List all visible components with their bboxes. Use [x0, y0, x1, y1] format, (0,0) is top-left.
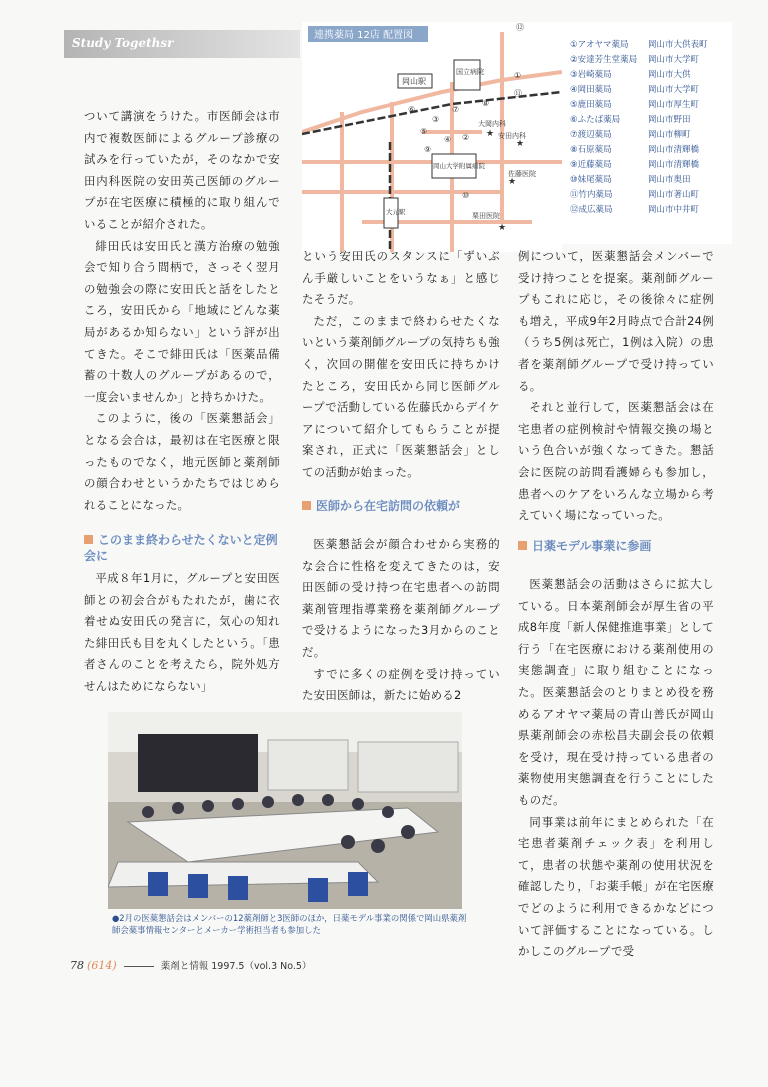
paragraph: 医薬懇話会が顔合わせから実務的な会合に性格を変えてきたのは，安田医師の受け持つ在宅患者への訪問薬剤管理指導業務を薬剤師グループで受けるようになった3月からのことだ。 [302, 537, 500, 659]
page-number: 78 [70, 959, 84, 972]
heading-square-icon [518, 541, 527, 550]
svg-text:⑧: ⑧ [482, 99, 490, 108]
heading-square-icon [84, 535, 93, 544]
svg-text:岡山駅: 岡山駅 [402, 77, 426, 86]
column-1-top [84, 106, 280, 516]
legend-row: ④岡田薬局 岡山市大学町 [570, 85, 700, 95]
svg-text:大岡内科: 大岡内科 [478, 120, 506, 128]
svg-text:岡山大学附属病院: 岡山大学附属病院 [433, 162, 485, 170]
legend-row: ⑦渡辺薬局 岡山市柳町 [570, 130, 691, 140]
legend-row: ⑧石原薬局 岡山市清輝橋 [570, 145, 700, 155]
column-3-bottom [518, 574, 714, 963]
map-title: 連携薬局 12店 配置図 [314, 30, 414, 41]
svg-text:⑨: ⑨ [424, 145, 432, 154]
svg-text:大元駅: 大元駅 [386, 208, 406, 216]
column-2-bottom [302, 534, 500, 707]
section-heading-2: 医師から在宅訪問の依頼が [302, 498, 502, 514]
column-2-top [302, 246, 500, 484]
svg-text:★: ★ [498, 223, 507, 233]
column-3-top [518, 246, 714, 527]
svg-text:安田内科: 安田内科 [498, 132, 526, 140]
journal-name: 薬剤と情報 [160, 961, 209, 972]
section-heading-3: 日薬モデル事業に参画 [518, 538, 718, 554]
pharmacy-map [302, 22, 562, 252]
svg-text:⑪: ⑪ [514, 89, 522, 98]
paragraph: 平成８年1月に，グループと安田医師との初会合がもたれたが，歯に衣着せぬ安田氏の発言に，気心の知れた緋田氏も目を丸くしたという。「患者さんのことを考えたら，院外処方せんはためにならない」 [84, 571, 280, 693]
paragraph: 医薬懇話会の活動はさらに拡大している。日本薬剤師会が厚生省の平成8年度「新人保健推進事業」として行う「在宅医療における薬剤使用の実態調査」に取り組むことになった。医薬懇話会のとりまとめ役を務めるアオヤマ薬局の青山善氏が岡山県薬剤師会の赤松昌夫副会長の依頼を受け，現在受け持っている患者の薬物使用実態調査を行うことにしたものだ。 [518, 577, 714, 807]
svg-text:⑥: ⑥ [408, 105, 416, 114]
paragraph: ただ，このままで終わらせたくないという薬剤師グループの気持ちも強く，次回の開催を安田氏に持ちかけたところ，安田氏から同じ医師グループで活動している佐藤氏からデイケアについて紹介してもらうことが提案され，正式に「医薬懇話会」としての活動が始まった。 [302, 313, 500, 479]
legend-row: ①アオヤマ薬局 岡山市大供表町 [570, 40, 708, 50]
heading-square-icon [302, 501, 311, 510]
svg-text:⑤: ⑤ [420, 127, 428, 136]
paragraph: 同事業は前年にまとめられた「在宅患者薬剤チェック表」を利用して，患者の状態や薬剤の使用状況を確認したり，「お薬手帳」が在宅医療でどのように利用できるかなどについて評価することになっている。しかしこのグループで受 [518, 814, 714, 959]
section-heading-1: このまま終わらせたくないと定例会に [84, 533, 278, 563]
paragraph: それと並行して，医薬懇話会は在宅患者の症例検討や情報交換の場という色合いが強くなってきた。懇話会に医院の訪問看護婦らも参加し，患者へのケアをいろんな立場から考えていく場になっていった。 [518, 400, 714, 523]
svg-text:★: ★ [516, 139, 525, 149]
legend-row: ②安達芳生堂薬局 岡山市大学町 [570, 55, 700, 65]
paragraph: すでに多くの症例を受け持っていた安田医師は，新たに始める2 [302, 666, 500, 703]
legend-row: ⑪竹内薬局 岡山市著山町 [570, 190, 700, 200]
svg-text:★: ★ [486, 129, 495, 139]
paragraph: ついて講演をうけた。市医師会は市内で複数医師によるグループ診療の試みを行っていたが，そのなかで安田内科医院の安田英己医師のグループが在宅医療に積極的に取り組んでいることが紹介された。 [84, 109, 280, 231]
svg-text:①: ① [514, 71, 522, 80]
footer-rule [124, 966, 154, 967]
svg-text:③: ③ [432, 115, 440, 124]
meeting-photo [108, 712, 462, 909]
section-header-band [64, 30, 300, 58]
paragraph: 例について，医薬懇話会メンバーで受け持つことを提案。薬剤師グループもこれに応じ，その後徐々に症例も増え，平成9年2月時点で合計24例（うち5例は死亡，1例は入院）の患者を薬剤師グループで受け持っている。 [518, 249, 714, 393]
svg-text:⑩: ⑩ [462, 191, 470, 200]
paragraph: という安田氏のスタンスに「ずいぶん手厳しいことをいうなぁ」と感じたそうだ。 [302, 249, 500, 307]
paragraph: 緋田氏は安田氏と漢方治療の勉強会で知り合う間柄で，さっそく翌月の勉強会の際に安田氏と話をしたところ，安田氏から「地域にどんな薬局があるか知らない」という評が出てきた。そこで緋田氏は「医薬品備蓄の十数人のグループがあるので，一度会いませんか」と持ちかけた。 [84, 238, 280, 404]
legend-row: ⑤鹿田薬局 岡山市厚生町 [570, 100, 700, 110]
svg-text:②: ② [462, 133, 470, 142]
legend-row: ⑩妹尾薬局 岡山市奥田 [570, 175, 691, 185]
page-number-paren: (614) [87, 959, 117, 972]
legend-row: ⑥ふたば薬局 岡山市野田 [570, 115, 691, 125]
section-label: Study Togethsr [72, 36, 174, 50]
svg-text:⑦: ⑦ [452, 105, 460, 114]
map-legend [562, 22, 732, 244]
legend-row: ③岩崎薬局 岡山市大供 [570, 70, 691, 80]
page-footer [70, 958, 311, 972]
svg-text:④: ④ [444, 135, 452, 144]
svg-text:★: ★ [508, 177, 517, 187]
column-1-bottom [84, 568, 280, 698]
legend-row: ⑨近藤薬局 岡山市清輝橋 [570, 160, 700, 170]
svg-text:栗田医院: 栗田医院 [472, 212, 500, 220]
svg-text:⑫: ⑫ [516, 23, 524, 32]
paragraph: このように，後の「医薬懇話会」となる会合は，最初は在宅医療と限ったものでなく，地元医師と薬剤師の顔合わせというかたちではじめられることになった。 [84, 411, 280, 512]
photo-caption: ●2月の医薬懇話会はメンバーの12薬剤師と3医師のほか，日薬モデル事業の関係で岡山県薬剤師会薬事情報センターとメーカー学術担当者も参加した [112, 913, 467, 935]
svg-text:佐藤医院: 佐藤医院 [508, 170, 536, 178]
journal-issue: 1997.5（vol.3 No.5） [211, 961, 312, 972]
svg-text:国立病院: 国立病院 [456, 68, 484, 76]
legend-row: ⑫成広薬局 岡山市中井町 [570, 205, 700, 215]
